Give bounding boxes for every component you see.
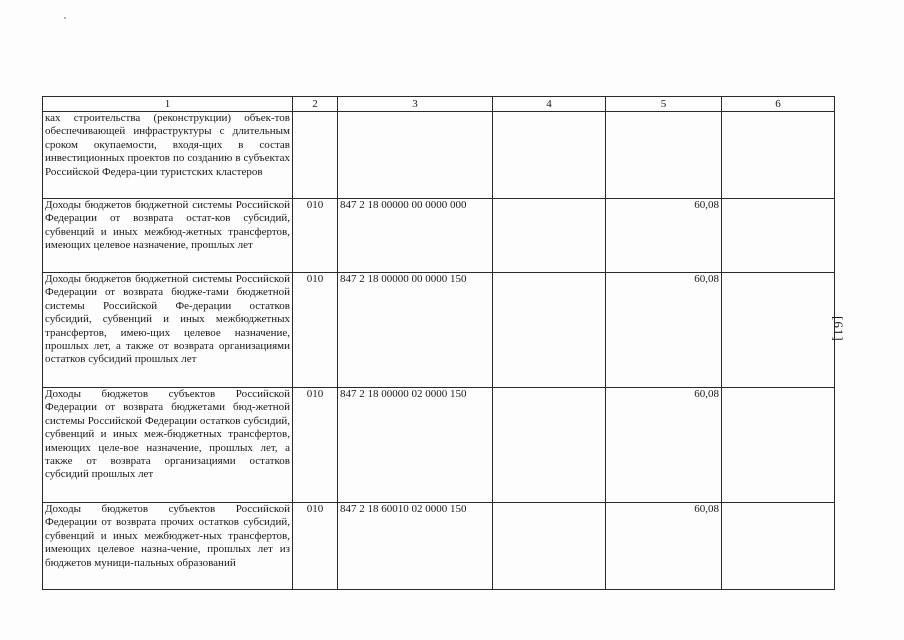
budget-table <box>42 96 835 590</box>
scan-speck <box>64 17 66 19</box>
row-col4 <box>493 388 606 503</box>
table-row <box>43 503 835 590</box>
row-code: 010 <box>293 273 338 388</box>
table-row <box>43 112 835 199</box>
row-code <box>293 112 338 199</box>
row-col4 <box>493 112 606 199</box>
row-kbk: 847 2 18 00000 00 0000 150 <box>338 273 493 388</box>
row-name: ках строительства (реконструкции) объек-тов обеспечивающей инфраструктуры с длительным сроком окупаемости, входя-щих в состав инвестиционных проектов по созданию в субъектах Российской Федера-ции туристских кластеров <box>43 112 293 199</box>
column-header-2: 2 <box>293 97 338 112</box>
row-code: 010 <box>293 199 338 273</box>
row-name: Доходы бюджетов субъектов Российской Федерации от возврата бюджетами бюд-жетной системы Российской Федерации остатков субсидий, субвенций и иных меж-бюджетных трансфертов, имеющих целе-вое назначение, прошлых лет, а также от возврата организациями остатков субсидий прошлых лет <box>43 388 293 503</box>
row-kbk: 847 2 18 00000 02 0000 150 <box>338 388 493 503</box>
row-col6 <box>722 273 835 388</box>
row-code: 010 <box>293 388 338 503</box>
row-col5 <box>606 112 722 199</box>
header-row <box>43 97 835 112</box>
row-col5: 60,08 <box>606 503 722 590</box>
row-name: Доходы бюджетов бюджетной системы Российской Федерации от возврата остат-ков субсидий, субвенций и иных межбюд-жетных трансфертов, имеющих целевое назначение, прошлых лет <box>43 199 293 273</box>
table-row <box>43 388 835 503</box>
table-row <box>43 199 835 273</box>
row-col6 <box>722 199 835 273</box>
row-col6 <box>722 112 835 199</box>
column-header-1: 1 <box>43 97 293 112</box>
row-col6 <box>722 503 835 590</box>
row-kbk: 847 2 18 00000 00 0000 000 <box>338 199 493 273</box>
row-col6 <box>722 388 835 503</box>
row-kbk <box>338 112 493 199</box>
row-name: Доходы бюджетов бюджетной системы Российской Федерации от возврата бюдже-тами бюджетной системы Российской Фе-дерации остатков субсидий, субвенций и иных межбюджетных трансфертов, имею-щих целевое назначение, прошлых лет, а также от возврата организациями остатков субсидий прошлых лет <box>43 273 293 388</box>
column-header-5: 5 <box>606 97 722 112</box>
row-col4 <box>493 199 606 273</box>
row-col5: 60,08 <box>606 199 722 273</box>
row-kbk: 847 2 18 60010 02 0000 150 <box>338 503 493 590</box>
row-col5: 60,08 <box>606 273 722 388</box>
column-header-4: 4 <box>493 97 606 112</box>
row-code: 010 <box>293 503 338 590</box>
column-header-6: 6 <box>722 97 835 112</box>
row-col5: 60,08 <box>606 388 722 503</box>
row-col4 <box>493 503 606 590</box>
page-number: [61] <box>831 316 846 342</box>
table-row <box>43 273 835 388</box>
column-header-3: 3 <box>338 97 493 112</box>
row-name: Доходы бюджетов субъектов Российской Федерации от возврата прочих остатков субсидий, субвенций и иных межбюджет-ных трансфертов, имеющих целевое назна-чение, прошлых лет из бюджетов муници-пальных образований <box>43 503 293 590</box>
row-col4 <box>493 273 606 388</box>
